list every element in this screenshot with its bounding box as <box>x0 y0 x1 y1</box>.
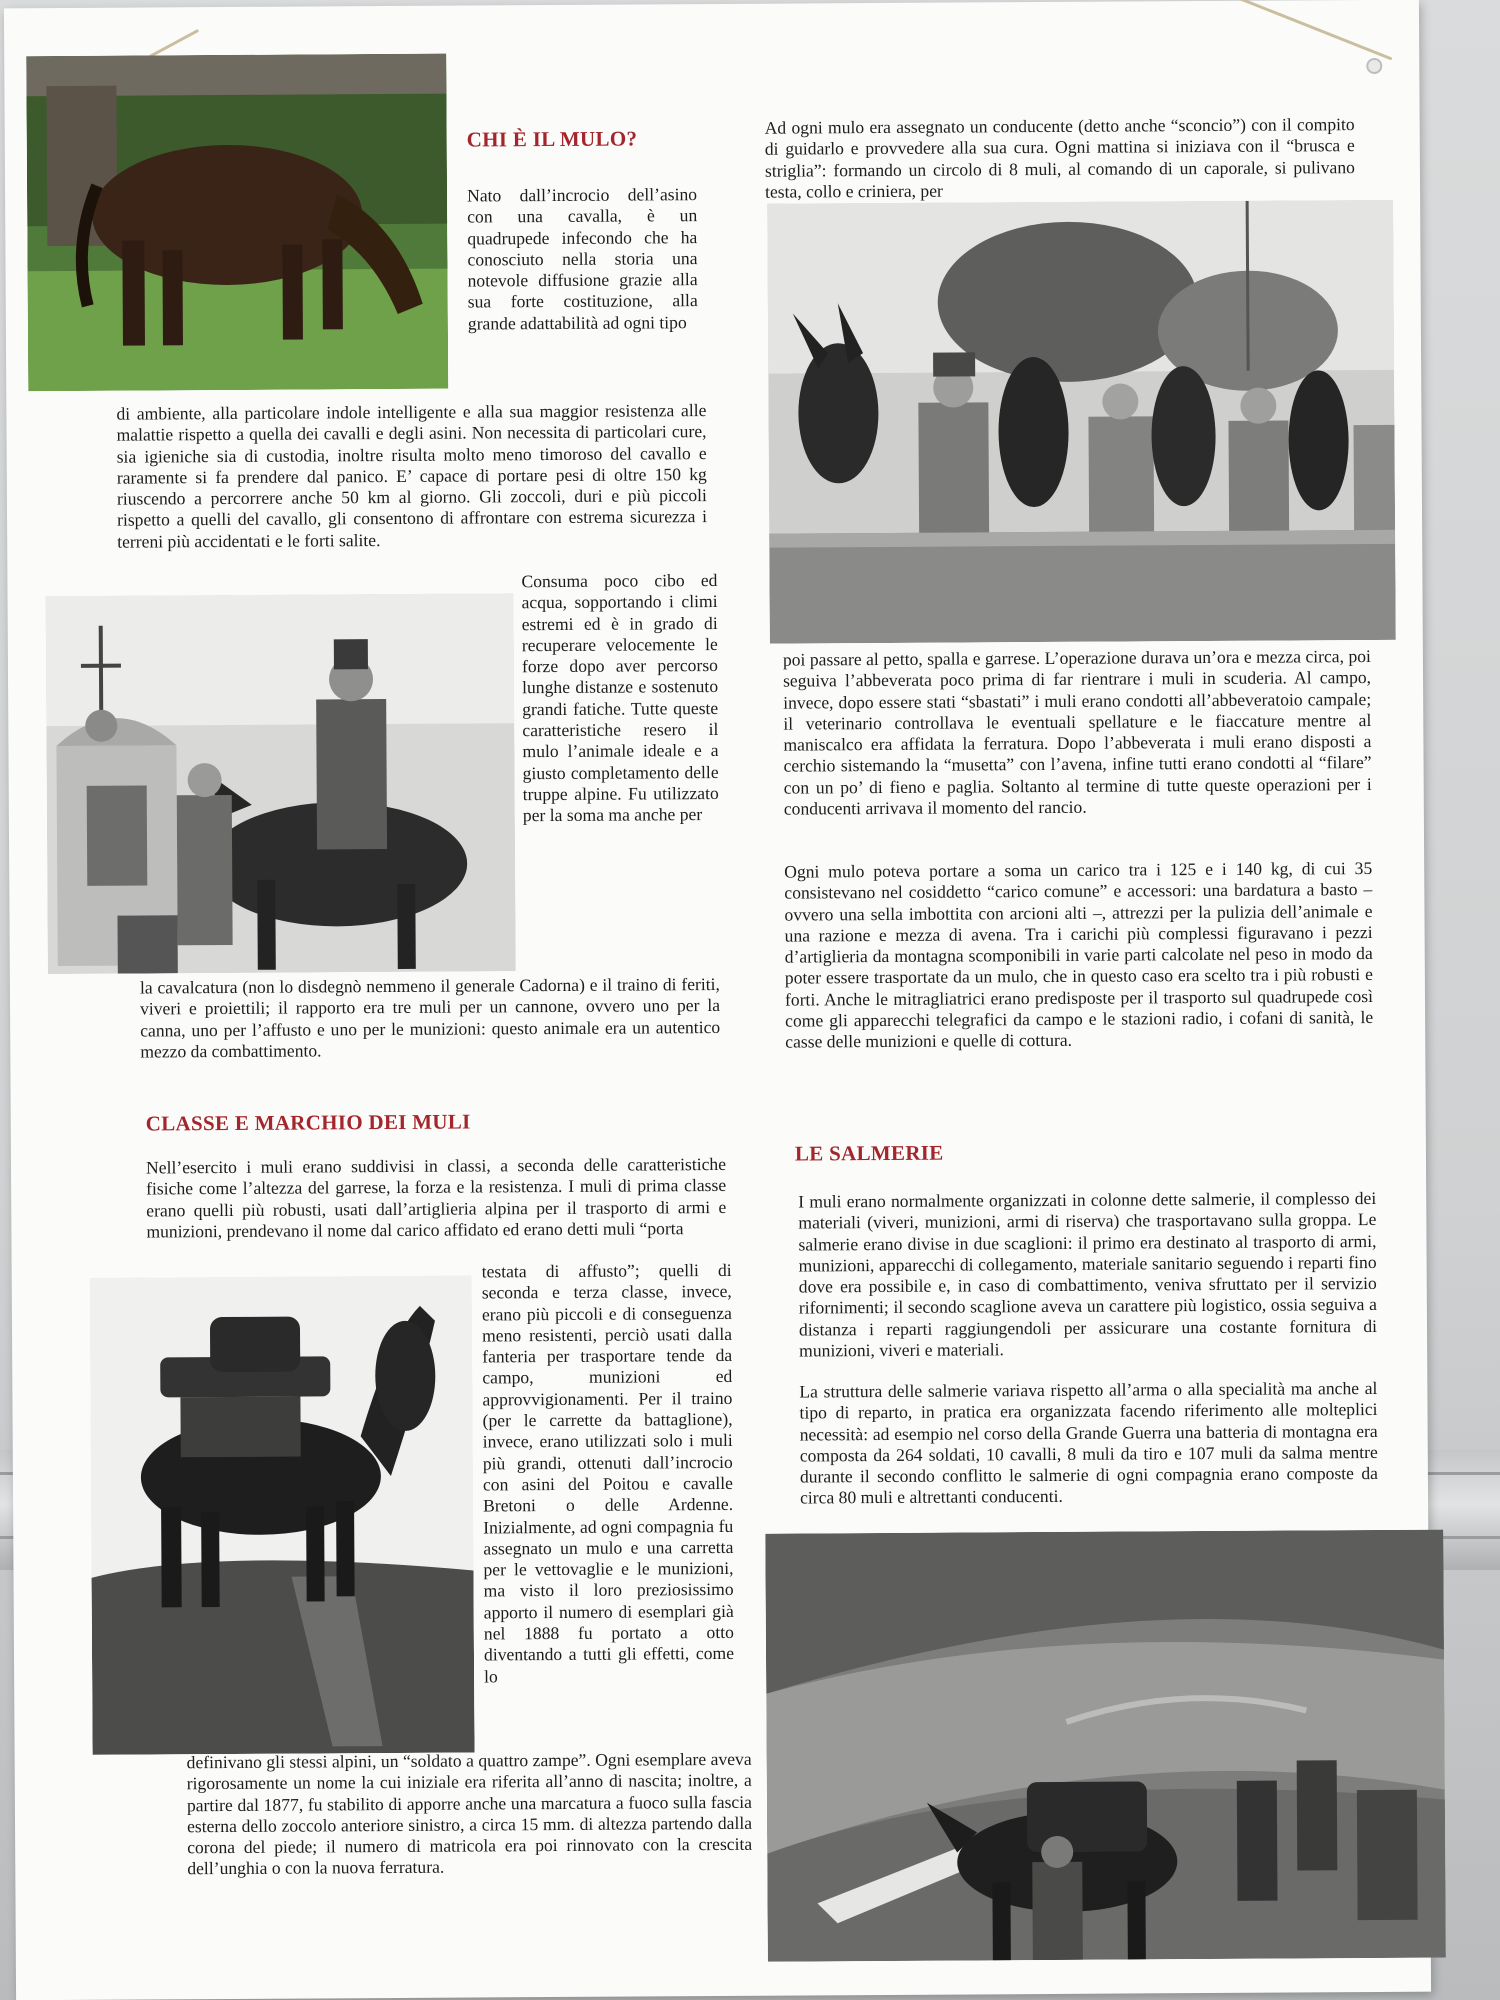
text-chi-narrow: Nato dall’incrocio dell’asino con una cavalla, è un quadrupede infecondo che ha conosciuto nella storia una notevole diffusione grazie alla sua forte costituzione, alla grande adattabilità ad ogni tipo <box>467 184 698 334</box>
text-chi-end: la cavalcatura (non lo disdegnò nemmeno il generale Cadorna) e il traino di feriti, viveri e proiettili; il rapporto era tre muli per un cannone, ovvero uno per la canna, uno per l’affusto e uno per le munizioni: questo animale era un autentico mezzo da combattimento. <box>139 973 721 1062</box>
text-classe-end: definivano gli stessi alpini, un “soldato a quattro zampe”. Ogni esemplare aveva rigorosamente un nome la cui iniziale era riferita all’anno di nascita; inoltre, a partire dal 1877, fu stabilito di apporre anche una marcatura a fuoco sulla fascia esterna dello zoccolo anteriore sinistro, a circa 15 mm. di altezza partendo dalla corona del piede; il numero di matricola era poi rinnovato con la crescita dell’unghia o con la nuova ferratura. <box>186 1748 753 1879</box>
photo-mule-grazing <box>26 54 448 392</box>
photo-soldiers-with-mules <box>767 200 1396 644</box>
photo-loaded-mule <box>90 1276 475 1755</box>
text-chi-side: Consuma poco cibo ed acqua, sopportando i climi estremi ed è in grado di recuperare velocemente le forze dopo aver percorso lunghe distanze e sostenuto grandi fatiche. Tutte queste caratteristiche resero il mulo l’animale ideale e a giusto completamento delle truppe alpine. Fu utilizzato per la soma ma anche per <box>521 569 719 826</box>
text-salmerie-2: La struttura delle salmerie variava rispetto all’arma o alla specialità ma anche al tipo di reparto, in pratica era organizzata facendo riferimento alle molteplici necessità: ad esempio nel corso della Grande Guerra una batteria di montagna era composta da 264 soldati, 10 cavalli, 8 muli da tiro e 107 muli da salma mentre durante il secondo conflitto le salmerie di ogni compagnia erano composte da circa 80 muli e altrettanti conducenti. <box>799 1377 1378 1508</box>
text-salmerie-1: I muli erano normalmente organizzati in colonne dette salmerie, il complesso dei materiali (viveri, munizioni, armi di riserva) che trasportavano sulla groppa. Le salmerie erano divise in due scaglioni: il primo era destinato al trasporto di armi, munizioni, apparecchi di collegamento, materiale sanitario seguendo i reparti fino dove era possibile e, in caso di combattimento, veniva sfruttato per il servizio rifornimenti; il secondo scaglione aveva un carattere più logistico, ossia seguiva a distanza i reparti raggiungendoli per assicurare una costante fornitura di munizioni, viveri e materiali. <box>798 1187 1378 1361</box>
text-right-intro: Ad ogni mulo era assegnato un conducente (detto anche “sconcio”) con il compito di guidarlo e provvedere alla sua cura. Ogni mattina si iniziava con il “brusca e striglia”: formando un circolo di 8 muli, al comando di un caporale, si pulivano testa, collo e criniera, per <box>764 114 1355 202</box>
text-right-after-photo-1: poi passare al petto, spalla e garrese. L’operazione durava un’ora e mezza circa, poi seguiva l’abbeverata poco prima di far rientrare i muli in scuderia. Al campo, invece, dopo essere stati “sbastati” i muli erano condotti all’abbeveratoio campale; il veterinario controllava le eventuali spellature e le fiaccature mentre al maniscalco era affidata la ferratura. Dopo l’abbeverata i muli erano disposti a cerchio sistemando la “musetta” con l’avena, infine tutti erano condotti al “filare” con un po’ di fieno e paglia. Soltanto al termine di tutte queste operazioni per i conducenti arrivava il momento del rancio. <box>782 646 1372 819</box>
heading-chi-e-il-mulo: CHI È IL MULO? <box>466 126 638 152</box>
photo-general-on-mule <box>46 593 516 974</box>
heading-classe-e-marchio: CLASSE E MARCHIO DEI MULI <box>145 1109 471 1136</box>
text-right-after-photo-2: Ogni mulo poteva portare a soma un carico tra i 125 e i 140 kg, di cui 35 consistevano nel cosiddetto “carico comune” e accessori: una bardatura a basto – ovvero una sella imbottita con arcioni alti –, attrezzi per la pulizia dell’animale e una razione e mezza di avena. Tra i carichi più complessi figuravano i pezzi d’artiglieria da montagna scomponibili in varie parti calcolate nel peso in modo da poter essere trasportate da un mulo, che in questo caso era scelto tra i più robusti e forti. Anche le mitragliatrici erano predisposte per il trasporto sul quadrupede così come gli apparecchi telegrafici da campo e le stazioni radio, i cofani di sanità, le casse delle munizioni e quelle di cottura. <box>784 857 1374 1052</box>
photo-mountain-mule-column <box>765 1530 1446 1962</box>
heading-le-salmerie: LE SALMERIE <box>794 1140 944 1166</box>
info-poster <box>4 0 1431 2000</box>
hanging-cord-right <box>1233 0 1392 60</box>
text-classe-wide: Nell’esercito i muli erano suddivisi in classi, a seconda delle caratteristiche fisiche come l’altezza del garrese, la forza e la resistenza. I muli di prima classe erano quelli più robusti, usati dall’artiglieria alpina per il trasporto di armi e munizioni, prendevano il nome dal carico affidato ed erano detti muli “porta <box>145 1153 727 1242</box>
hanging-hole-right <box>1366 58 1382 74</box>
text-chi-wide: di ambiente, alla particolare indole intelligente e alla sua maggior resistenza alle malattie rispetto a quella dei cavalli e degli asini. Non necessita di particolari cure, sia igieniche sia di custodia, inoltre risulta molto meno timoroso del cavallo e raramente si fa prendere dal panico. E’ capace di portare pesi di oltre 150 kg riuscendo a percorrere anche 50 km al giorno. Gli zoccoli, duri e più piccoli rispetto a quelli del cavallo, gli consentono di affrontare con estrema sicurezza i terreni più accidentati e le forti salite. <box>116 400 708 552</box>
text-classe-side: testata di affusto”; quelli di seconda e terza classe, invece, erano più piccoli e di conseguenza meno resistenti, perciò usati dalla fanteria per trasportare tende da campo, munizioni ed approvvigionamenti. Per il traino (per le carrette da battaglione), invece, erano utilizzati solo i muli più grandi, ottenuti dall’incrocio con asini del Poitou e cavalle Bretoni o delle Ardenne. Inizialmente, ad ogni compagnia fu assegnato un mulo e una carretta per le vettovaglie e le munizioni, ma visto il loro preziosissimo apporto il numero di esemplari già nel 1888 fu portato a otto diventando a tutti gli effetti, come lo <box>481 1259 735 1687</box>
